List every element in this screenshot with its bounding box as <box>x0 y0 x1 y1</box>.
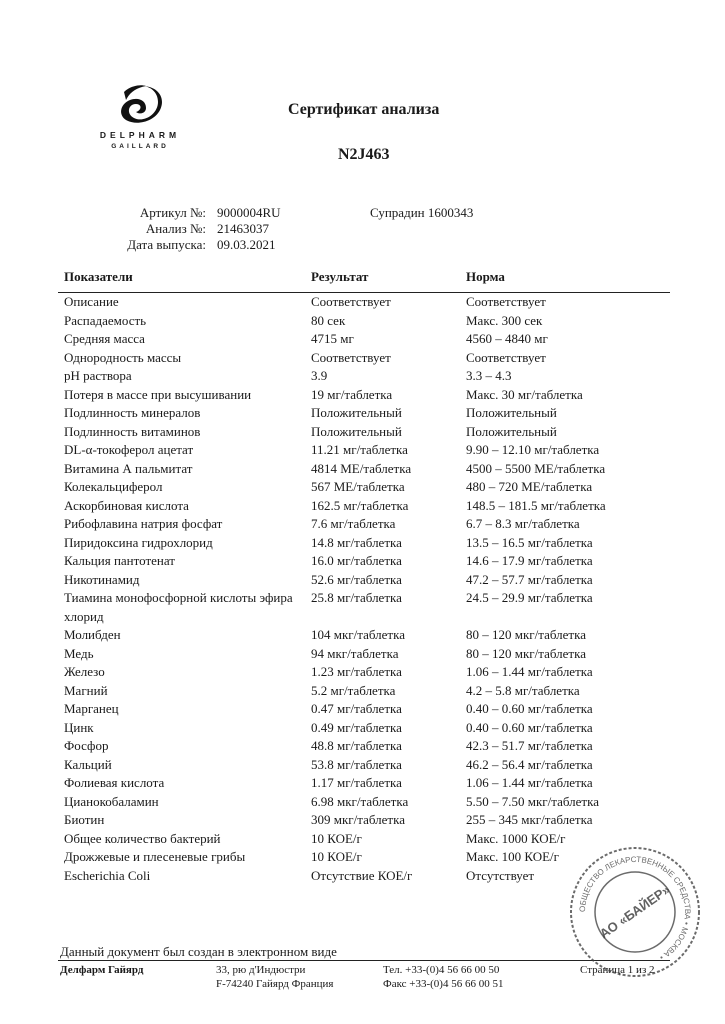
norm-cell: 13.5 – 16.5 мг/таблетка <box>466 534 593 550</box>
norm-cell: 255 – 345 мкг/таблетка <box>466 812 593 827</box>
table-row <box>0 478 725 497</box>
result-cell: 14.8 мг/таблетка <box>311 534 402 550</box>
norm-cell: 1.06 – 1.44 мг/таблетка <box>466 664 593 679</box>
result-cell: 3.9 <box>311 368 328 383</box>
result-cell: 10 КОЕ/г <box>311 830 362 846</box>
parameter-cell: Медь <box>64 645 94 661</box>
norm-cell: Соответствует <box>466 294 546 309</box>
parameter-cell: Биотин <box>64 812 105 827</box>
result-cell: 104 мкг/таблетка <box>311 627 405 642</box>
parameter-cell: Общее количество бактерий <box>64 830 221 846</box>
result-cell: 1.17 мг/таблетка <box>311 775 402 790</box>
document-number: N2J463 <box>338 146 390 163</box>
norm-cell: 1.06 – 1.44 мг/таблетка <box>466 775 593 790</box>
table-row <box>0 386 725 405</box>
document-title: Сертификат анализа <box>288 101 440 118</box>
product-name: Супрадин 1600343 <box>370 205 474 220</box>
table-row <box>0 534 725 553</box>
result-cell: 25.8 мг/таблетка <box>311 590 402 605</box>
footer-address-line1: 33, рю д'Индюстри <box>216 964 306 976</box>
parameter-cell: Аскорбиновая кислота <box>64 497 189 513</box>
table-row <box>0 682 725 701</box>
norm-cell: 4.2 – 5.8 мг/таблетка <box>466 682 580 698</box>
table-row <box>0 663 725 682</box>
article-label: Артикул №: <box>139 205 206 220</box>
table-row <box>0 423 725 442</box>
norm-cell: 47.2 – 57.7 мг/таблетка <box>466 571 593 587</box>
parameter-cell: Витамина А пальмитат <box>64 460 193 476</box>
logo-wordmark: DELPHARM <box>99 130 181 140</box>
table-row <box>0 774 725 793</box>
footer-company: Делфарм Гайярд <box>60 964 144 976</box>
parameter-cell: Кальций <box>64 756 112 772</box>
result-cell: 19 мг/таблетка <box>311 386 393 402</box>
parameter-cell: pH раствора <box>64 368 132 383</box>
table-row <box>0 793 725 812</box>
table-row <box>0 497 725 516</box>
round-seal-stamp-icon <box>565 842 705 982</box>
norm-cell: Макс. 1000 КОЕ/г <box>466 830 566 846</box>
table-row <box>0 552 725 571</box>
table-row <box>0 293 725 312</box>
parameter-cell: Потеря в массе при высушивании <box>64 386 252 402</box>
parameter-cell: Средняя масса <box>64 331 145 346</box>
logo-subtitle: GAILLARD <box>111 143 169 150</box>
norm-cell: 4560 – 4840 мг <box>466 331 548 346</box>
parameter-cell: Молибден <box>64 627 121 642</box>
norm-cell: Положительный <box>466 423 557 439</box>
parameter-cell: Цианокобаламин <box>64 793 159 809</box>
parameter-cell: Фолиевая кислота <box>64 775 165 790</box>
parameter-cell: Подлинность минералов <box>64 405 201 420</box>
result-cell: 94 мкг/таблетка <box>311 645 399 661</box>
table-row <box>0 756 725 775</box>
analysis-value: 21463037 <box>217 221 269 236</box>
norm-cell: 4500 – 5500 МЕ/таблетка <box>466 460 606 476</box>
table-row <box>0 349 725 368</box>
table-row <box>0 571 725 590</box>
result-cell: 11.21 мг/таблетка <box>311 442 408 457</box>
issue-date-label: Дата выпуска: <box>127 237 206 252</box>
delpharm-logo-icon <box>112 82 168 130</box>
result-cell: 162.5 мг/таблетка <box>311 497 409 513</box>
norm-cell: Макс. 30 мг/таблетка <box>466 386 583 402</box>
norm-cell: Положительный <box>466 405 557 420</box>
column-header-norm: Норма <box>466 269 505 284</box>
table-row <box>0 737 725 756</box>
result-cell: 10 КОЕ/г <box>311 849 362 864</box>
parameter-cell: Escherichia Coli <box>64 867 151 883</box>
result-cell: 0.47 мг/таблетка <box>311 701 402 716</box>
parameter-cell: Марганец <box>64 701 119 716</box>
norm-cell: 80 – 120 мкг/таблетка <box>466 627 586 642</box>
norm-cell: Отсутствует <box>466 867 535 883</box>
table-row <box>0 330 725 349</box>
column-header-result: Результат <box>311 269 369 284</box>
norm-cell: 148.5 – 181.5 мг/таблетка <box>466 497 606 513</box>
table-row <box>0 441 725 460</box>
norm-cell: 480 – 720 МЕ/таблетка <box>466 479 593 494</box>
parameter-cell: Колекальциферол <box>64 479 163 494</box>
footer-fax: Факс +33-(0)4 56 66 00 51 <box>383 978 504 990</box>
column-header-parameter: Показатели <box>64 269 133 284</box>
parameter-cell: Описание <box>64 294 119 309</box>
result-cell: 5.2 мг/таблетка <box>311 682 396 698</box>
norm-cell: 14.6 – 17.9 мг/таблетка <box>466 553 593 568</box>
result-cell: Положительный <box>311 423 402 439</box>
norm-cell: 42.3 – 51.7 мг/таблетка <box>466 738 593 753</box>
result-cell: Соответствует <box>311 349 391 365</box>
table-row <box>0 626 725 645</box>
norm-cell: 0.40 – 0.60 мг/таблетка <box>466 701 593 716</box>
parameter-cell: Распадаемость <box>64 312 147 328</box>
table-row <box>0 515 725 534</box>
result-cell: 16.0 мг/таблетка <box>311 553 402 568</box>
result-cell: 567 МЕ/таблетка <box>311 479 405 494</box>
result-cell: 7.6 мг/таблетка <box>311 516 396 531</box>
table-row <box>0 367 725 386</box>
norm-cell: 24.5 – 29.9 мг/таблетка <box>466 590 593 605</box>
parameter-cell: Подлинность витаминов <box>64 423 201 439</box>
footer-phone: Тел. +33-(0)4 56 66 00 50 <box>383 964 500 976</box>
parameter-cell: Никотинамид <box>64 571 140 587</box>
stamp-ring-text: ОБЩЕСТВО ЛЕКАРСТВЕННЫЕ СРЕДСТВА • МОСКВА • <box>577 854 693 962</box>
footer-address-line2: F-74240 Гайярд Франция <box>216 978 334 990</box>
table-row <box>0 700 725 719</box>
article-value: 9000004RU <box>217 205 281 220</box>
table-row <box>0 460 725 479</box>
parameter-cell: Рибофлавина натрия фосфат <box>64 516 223 531</box>
parameter-cell: Магний <box>64 682 108 698</box>
footer-page-number: Страница 1 из 2 <box>580 964 655 976</box>
result-cell: 4814 МЕ/таблетка <box>311 460 412 476</box>
analysis-table <box>0 293 725 885</box>
result-cell: 1.23 мг/таблетка <box>311 664 402 679</box>
result-cell: 0.49 мг/таблетка <box>311 719 402 735</box>
result-cell: Соответствует <box>311 294 391 309</box>
norm-cell: 3.3 – 4.3 <box>466 368 512 383</box>
parameter-cell: Железо <box>64 664 105 679</box>
norm-cell: Соответствует <box>466 349 546 365</box>
parameter-cell: DL-α-токоферол ацетат <box>64 442 194 457</box>
norm-cell: 0.40 – 0.60 мг/таблетка <box>466 719 593 735</box>
norm-cell: 80 – 120 мкг/таблетка <box>466 645 586 661</box>
result-cell: 48.8 мг/таблетка <box>311 738 402 753</box>
table-row <box>0 404 725 423</box>
norm-cell: Макс. 300 сек <box>466 312 543 328</box>
result-cell: 52.6 мг/таблетка <box>311 571 402 587</box>
result-cell: Положительный <box>311 405 402 420</box>
result-cell: Отсутствие КОЕ/г <box>311 867 413 883</box>
parameter-cell: Тиамина монофосфорной кислоты эфира хлорид <box>64 590 293 624</box>
stamp-main-text: АО «БАЙЕР» <box>596 881 673 942</box>
parameter-cell: Пиридоксина гидрохлорид <box>64 534 213 550</box>
result-cell: 309 мкг/таблетка <box>311 812 405 827</box>
table-row <box>0 811 725 830</box>
result-cell: 6.98 мкг/таблетка <box>311 793 409 809</box>
norm-cell: 5.50 – 7.50 мкг/таблетка <box>466 793 599 809</box>
table-row <box>0 589 725 626</box>
table-row <box>0 719 725 738</box>
electronic-document-note: Данный документ был создан в электронном виде <box>60 944 337 959</box>
norm-cell: 6.7 – 8.3 мг/таблетка <box>466 516 580 531</box>
result-cell: 4715 мг <box>311 331 354 346</box>
parameter-cell: Кальция пантотенат <box>64 553 175 568</box>
norm-cell: 9.90 – 12.10 мг/таблетка <box>466 442 600 457</box>
parameter-cell: Цинк <box>64 719 94 735</box>
norm-cell: 46.2 – 56.4 мг/таблетка <box>466 756 593 772</box>
parameter-cell: Однородность массы <box>64 349 182 365</box>
parameter-cell: Фосфор <box>64 738 109 753</box>
company-logo <box>80 82 200 162</box>
table-row <box>0 312 725 331</box>
parameter-cell: Дрожжевые и плесеневые грибы <box>64 849 246 864</box>
issue-date-value: 09.03.2021 <box>217 237 276 252</box>
analysis-label: Анализ №: <box>145 221 206 236</box>
result-cell: 53.8 мг/таблетка <box>311 756 402 772</box>
norm-cell: Макс. 100 КОЕ/г <box>466 849 559 864</box>
result-cell: 80 сек <box>311 312 346 328</box>
table-row <box>0 645 725 664</box>
